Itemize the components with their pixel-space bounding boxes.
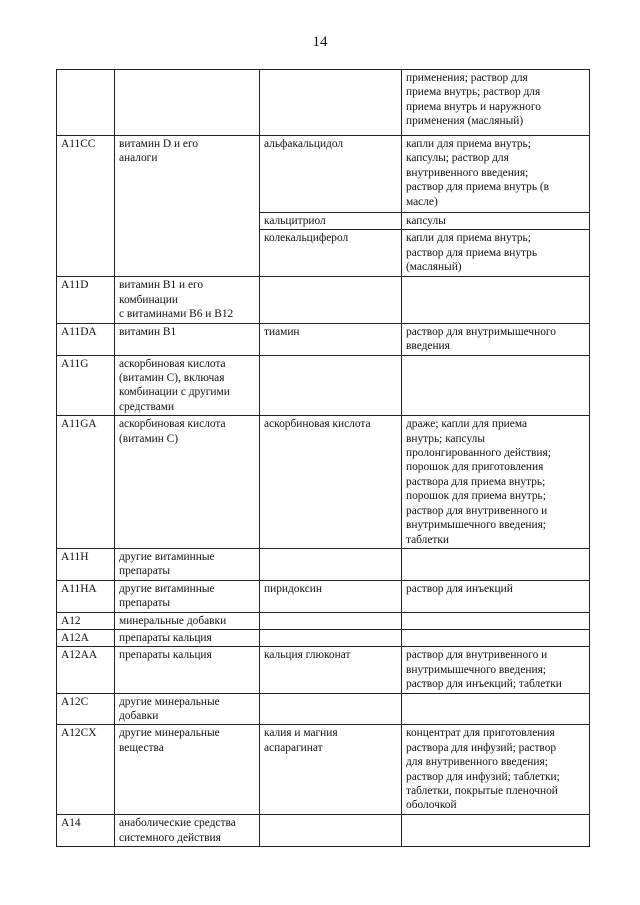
table-row — [57, 815, 590, 847]
dosage-forms-cell-line: раствор для инъекций; таблетки — [406, 678, 562, 691]
group-name-cell — [115, 70, 260, 136]
atc-code-cell: A12A — [57, 629, 115, 646]
group-name-cell-line: (витамин C) — [119, 432, 179, 445]
dosage-forms-cell-line: приема внутрь и наружного — [406, 100, 541, 113]
group-name-cell — [115, 136, 260, 277]
dosage-forms-cell — [402, 355, 590, 416]
substance-cell — [260, 612, 402, 629]
dosage-forms-cell — [402, 230, 590, 277]
group-name-cell-line: витамин D и его — [119, 138, 199, 150]
group-name-cell-line: комбинации с другими — [119, 386, 230, 399]
group-name-cell — [115, 629, 260, 646]
dosage-forms-cell — [402, 416, 590, 549]
table-row — [57, 323, 590, 355]
table-row — [57, 70, 590, 136]
group-name-cell — [115, 815, 260, 847]
group-name-cell-line: препараты кальция — [119, 631, 212, 644]
dosage-forms-cell-line: оболочкой — [406, 799, 457, 812]
dosage-forms-cell-line: раствор для инъекций — [406, 582, 513, 595]
dosage-forms-cell-line: раствор для внутримышечного — [406, 325, 556, 338]
atc-code-cell: A11HA — [57, 580, 115, 612]
table-row — [57, 629, 590, 646]
group-name-cell-line: витамин B1 — [119, 325, 177, 338]
atc-code-cell: A11H — [57, 548, 115, 580]
group-name-cell — [115, 355, 260, 416]
group-name-cell — [115, 323, 260, 355]
substance-cell-line: кальцитриол — [264, 215, 326, 227]
dosage-forms-cell — [402, 136, 590, 213]
dosage-forms-cell-line: раствор для внутривенного и — [406, 649, 548, 662]
dosage-forms-cell — [402, 548, 590, 580]
substance-cell — [260, 355, 402, 416]
group-name-cell — [115, 725, 260, 815]
group-name-cell — [115, 548, 260, 580]
dosage-forms-cell — [402, 323, 590, 355]
dosage-forms-cell-line: (масляный) — [406, 261, 462, 274]
dosage-forms-cell-line: раствора для приема внутрь; — [406, 475, 546, 488]
dosage-forms-cell-line: введения — [406, 340, 450, 353]
group-name-cell — [115, 416, 260, 549]
atc-code-cell: A12CX — [57, 725, 115, 815]
dosage-forms-cell-line: концентрат для приготовления — [406, 727, 555, 740]
atc-code-cell: A12C — [57, 693, 115, 725]
dosage-forms-cell-line: раствора для инфузий; раствор — [406, 741, 557, 754]
substance-cell — [260, 136, 402, 213]
table-row — [57, 725, 590, 815]
group-name-cell — [115, 647, 260, 693]
group-name-cell-line: средствами — [119, 400, 175, 413]
group-name-cell-line: другие витаминные — [119, 582, 215, 595]
group-name-cell-line: системного действия — [119, 831, 221, 844]
atc-code-cell: A12AA — [57, 647, 115, 693]
dosage-forms-cell-line: пролонгированного действия; — [406, 447, 551, 460]
group-name-cell-line: вещества — [119, 741, 164, 754]
atc-code-cell: A11D — [57, 277, 115, 323]
substance-cell-line: аспарагинат — [264, 741, 323, 754]
atc-code-cell: A12 — [57, 612, 115, 629]
dosage-forms-cell-line: драже; капли для приема — [406, 418, 528, 431]
dosage-forms-cell-line: порошок для приема внутрь; — [406, 490, 546, 503]
dosage-forms-cell-line: применения (масляный) — [406, 115, 524, 128]
group-name-cell-line: минеральные добавки — [119, 614, 227, 627]
substance-cell-line: пиридоксин — [264, 582, 322, 595]
dosage-forms-cell — [402, 612, 590, 629]
dosage-forms-cell-line: капсулы; раствор для — [406, 152, 509, 165]
substance-cell-line: альфакальцидол — [264, 138, 344, 150]
group-name-cell-line: добавки — [119, 709, 159, 722]
dosage-forms-cell — [402, 693, 590, 725]
table-row — [57, 416, 590, 549]
dosage-forms-cell-line: порошок для приготовления — [406, 461, 544, 474]
atc-code-cell: A11GA — [57, 416, 115, 549]
substance-cell — [260, 548, 402, 580]
group-name-cell-line: аскорбиновая кислота — [119, 418, 226, 431]
table-row — [57, 693, 590, 725]
dosage-forms-cell — [402, 70, 590, 136]
substance-cell — [260, 416, 402, 549]
group-name-cell-line: другие минеральные — [119, 695, 220, 708]
atc-code-cell: A11CC — [57, 136, 115, 277]
dosage-forms-cell — [402, 629, 590, 646]
substance-cell — [260, 725, 402, 815]
substance-cell-line: колекальциферол — [264, 232, 349, 245]
dosage-forms-cell-line: внутримышечного введения; — [406, 519, 546, 532]
dosage-forms-cell-line: капли для приема внутрь; — [406, 232, 531, 245]
group-name-cell-line: с витаминами B6 и B12 — [119, 308, 234, 321]
substance-cell — [260, 580, 402, 612]
substance-cell — [260, 629, 402, 646]
group-name-cell-line: витамин B1 и его — [119, 279, 204, 292]
dosage-forms-cell-line: внутривенного введения; — [406, 166, 529, 179]
group-name-cell — [115, 580, 260, 612]
group-name-cell-line: препараты кальция — [119, 649, 212, 662]
atc-code-cell — [57, 70, 115, 136]
group-name-cell-line: аскорбиновая кислота — [119, 357, 226, 370]
dosage-forms-cell — [402, 815, 590, 847]
table-row — [57, 647, 590, 693]
group-name-cell-line: препараты — [119, 565, 171, 578]
atc-code-cell: A14 — [57, 815, 115, 847]
dosage-forms-cell-line: раствор для инфузий; таблетки; — [406, 770, 560, 783]
group-name-cell — [115, 277, 260, 323]
table-row — [57, 355, 590, 416]
substance-cell-line: аскорбиновая кислота — [264, 418, 371, 431]
substance-cell — [260, 647, 402, 693]
drug-table — [56, 69, 590, 847]
drug-table-body — [57, 70, 590, 847]
group-name-cell-line: другие минеральные — [119, 727, 220, 740]
dosage-forms-cell-line: таблетки, покрытые пленочной — [406, 785, 558, 797]
table-row — [57, 277, 590, 323]
dosage-forms-cell — [402, 647, 590, 693]
substance-cell-line: тиамин — [264, 325, 300, 338]
table-row — [57, 580, 590, 612]
group-name-cell — [115, 693, 260, 725]
dosage-forms-cell — [402, 580, 590, 612]
dosage-forms-cell-line: для внутривенного введения; — [406, 756, 548, 769]
dosage-forms-cell-line: капсулы — [406, 215, 446, 227]
group-name-cell — [115, 612, 260, 629]
group-name-cell-line: (витамин C), включая — [119, 372, 225, 385]
dosage-forms-cell-line: внутримышечного введения; — [406, 663, 546, 676]
atc-code-cell: A11G — [57, 355, 115, 416]
group-name-cell-line: комбинации — [119, 293, 178, 306]
atc-code-cell: A11DA — [57, 323, 115, 355]
substance-cell — [260, 230, 402, 277]
table-row — [57, 136, 590, 213]
dosage-forms-cell-line: раствор для приема внутрь (в — [406, 181, 550, 194]
substance-cell — [260, 213, 402, 230]
group-name-cell-line: другие витаминные — [119, 550, 215, 563]
table-row — [57, 548, 590, 580]
dosage-forms-cell — [402, 213, 590, 230]
group-name-cell-line: препараты — [119, 597, 171, 610]
dosage-forms-cell — [402, 725, 590, 815]
dosage-forms-cell-line: внутрь; капсулы — [406, 432, 485, 445]
table-row — [57, 612, 590, 629]
dosage-forms-cell-line: приема внутрь; раствор для — [406, 86, 541, 99]
substance-cell-line: кальция глюконат — [264, 649, 351, 662]
substance-cell — [260, 815, 402, 847]
dosage-forms-cell — [402, 277, 590, 323]
substance-cell — [260, 693, 402, 725]
dosage-forms-cell-line: раствор для внутривенного и — [406, 504, 548, 517]
page-number: 14 — [312, 34, 328, 50]
substance-cell — [260, 277, 402, 323]
dosage-forms-cell-line: раствор для приема внутрь — [406, 246, 538, 259]
group-name-cell-line: анаболические средства — [119, 817, 236, 830]
substance-cell-line: калия и магния — [264, 727, 338, 740]
substance-cell — [260, 323, 402, 355]
dosage-forms-cell-line: применения; раствор для — [406, 72, 528, 84]
group-name-cell-line: аналоги — [119, 152, 158, 165]
dosage-forms-cell-line: масле) — [406, 195, 438, 208]
dosage-forms-cell-line: капли для приема внутрь; — [406, 138, 531, 150]
dosage-forms-cell-line: таблетки — [406, 533, 450, 546]
substance-cell — [260, 70, 402, 136]
